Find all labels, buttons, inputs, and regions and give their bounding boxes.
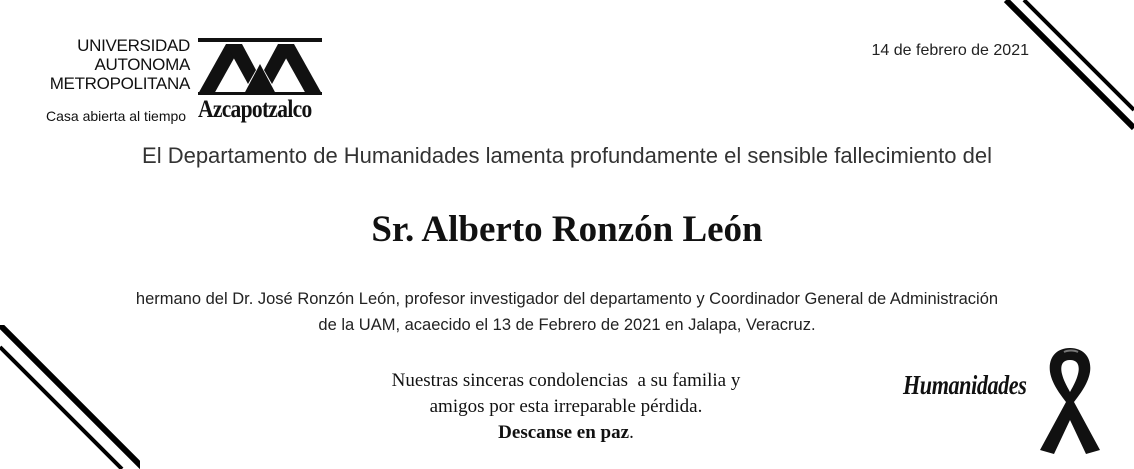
uam-logo-icon xyxy=(196,38,324,96)
notice-detail-line: hermano del Dr. José Ronzón León, profesor investigador del departamento y Coordinador General de Administración xyxy=(135,290,999,308)
campus-name: Azcapotzalco xyxy=(198,96,312,123)
notice-detail xyxy=(60,286,1074,338)
top-right-mourning-stripes xyxy=(994,0,1134,140)
university-tagline: Casa abierta al tiempo xyxy=(46,108,187,124)
department-logo: Humanidades xyxy=(903,370,1027,400)
bottom-left-mourning-stripes xyxy=(0,325,140,469)
closing-text: Descanse en paz xyxy=(498,422,630,443)
mourning-ribbon-icon xyxy=(1034,344,1106,456)
notice-intro: El Departamento de Humanidades lamenta profundamente el sensible fallecimiento del xyxy=(142,143,992,168)
closing-punct: . xyxy=(629,422,634,443)
deceased-name: Sr. Alberto Ronzón León xyxy=(371,209,763,250)
closing-line xyxy=(316,420,816,446)
condolence-message xyxy=(316,368,816,446)
notice-detail-line: de la UAM, acaecido el 13 de Febrero de 2021 en Jalapa, Veracruz. xyxy=(318,316,816,334)
university-name-line: UNIVERSIDAD xyxy=(77,36,190,55)
university-name xyxy=(46,36,190,93)
notice-date: 14 de febrero de 2021 xyxy=(871,42,1029,59)
university-name-line: METROPOLITANA xyxy=(49,74,190,93)
condolence-line: amigos por esta irreparable pérdida. xyxy=(429,396,703,417)
university-name-line: AUTONOMA xyxy=(94,55,190,74)
condolence-line: Nuestras sinceras condolencias a su familia y xyxy=(391,370,741,391)
